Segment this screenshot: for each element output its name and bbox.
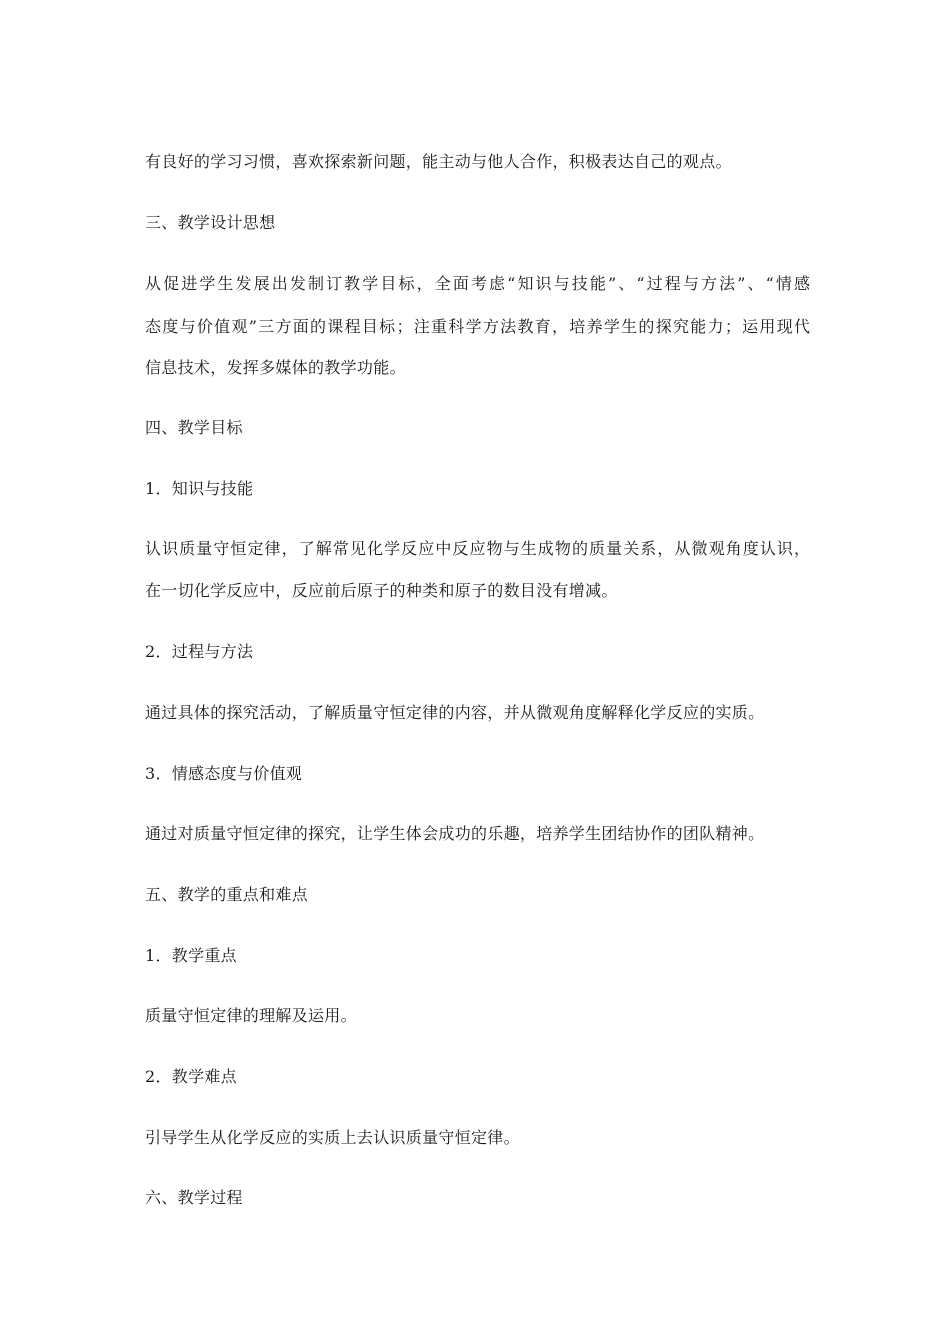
- heading-design-philosophy: 三、教学设计思想: [145, 213, 276, 232]
- subheading-key-point: 1．教学重点: [145, 946, 237, 965]
- paragraph-learning-habits: 有良好的学习习惯，喜欢探索新问题，能主动与他人合作，积极表达自己的观点。: [145, 152, 732, 171]
- paragraph-emotion-values: 通过对质量守恒定律的探究，让学生体会成功的乐趣，培养学生团结协作的团队精神。: [145, 824, 765, 843]
- subheading-difficult-point: 2．教学难点: [145, 1067, 237, 1086]
- heading-teaching-goals: 四、教学目标: [145, 418, 243, 437]
- subheading-knowledge-skills: 1．知识与技能: [145, 479, 254, 498]
- paragraph-difficult-point: 引导学生从化学反应的实质上去认识质量守恒定律。: [145, 1128, 520, 1147]
- paragraph-process-method: 通过具体的探究活动，了解质量守恒定律的内容，并从微观角度解释化学反应的实质。: [145, 703, 765, 722]
- heading-teaching-process: 六、教学过程: [145, 1188, 243, 1207]
- paragraph-knowledge-line-2: 在一切化学反应中，反应前后原子的种类和原子的数目没有增减。: [145, 581, 618, 600]
- paragraph-design-line-3: 信息技术，发挥多媒体的教学功能。: [145, 358, 406, 377]
- paragraph-knowledge-line-1: 认识质量守恒定律，了解常见化学反应中反应物与生成物的质量关系，从微观角度认识，: [145, 539, 810, 558]
- subheading-process-method: 2．过程与方法: [145, 642, 254, 661]
- paragraph-design-line-2: 态度与价值观”三方面的课程目标；注重科学方法教育，培养学生的探究能力；运用现代: [145, 317, 810, 336]
- paragraph-key-point: 质量守恒定律的理解及运用。: [145, 1006, 357, 1025]
- heading-key-difficult-points: 五、教学的重点和难点: [145, 885, 309, 904]
- subheading-emotion-values: 3．情感态度与价值观: [145, 764, 303, 783]
- paragraph-design-line-1: 从促进学生发展出发制订教学目标，全面考虑“知识与技能”、“过程与方法”、“情感: [145, 274, 810, 293]
